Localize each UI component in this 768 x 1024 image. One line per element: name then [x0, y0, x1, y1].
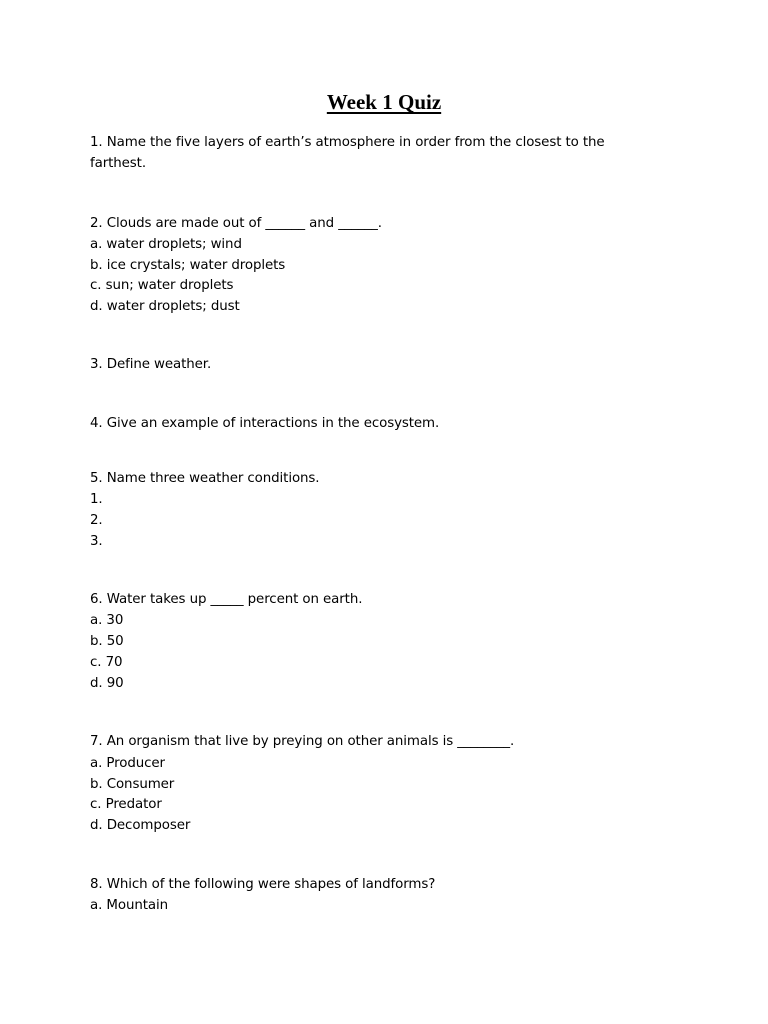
question-5-prompt: 5. Name three weather conditions. [90, 471, 320, 486]
question-7-option-c: c. Predator [90, 797, 162, 812]
question-7-option-d: d. Decomposer [90, 818, 191, 833]
question-6-option-a: a. 30 [90, 613, 124, 628]
question-6-prompt: 6. Water takes up _____ percent on earth. [90, 592, 363, 607]
question-2-option-c: c. sun; water droplets [90, 278, 234, 293]
question-7-prompt: 7. An organism that live by preying on other animals is ________. [90, 734, 515, 749]
question-8-option-a: a. Mountain [90, 898, 169, 913]
question-6-option-b: b. 50 [90, 634, 124, 649]
question-6-option-d: d. 90 [90, 676, 124, 691]
question-2-option-a: a. water droplets; wind [90, 237, 242, 252]
question-1-prompt-line-1: 1. Name the five layers of earth’s atmosphere in order from the closest to the [90, 135, 605, 150]
question-8-prompt: 8. Which of the following were shapes of landforms? [90, 877, 436, 892]
question-7-option-a: a. Producer [90, 756, 165, 771]
question-1-prompt-line-2: farthest. [90, 156, 146, 171]
question-6-option-c: c. 70 [90, 655, 123, 670]
question-5-answer-1: 1. [90, 492, 103, 507]
page-title [0, 90, 768, 115]
question-2-option-b: b. ice crystals; water droplets [90, 258, 286, 273]
question-2-option-d: d. water droplets; dust [90, 299, 240, 314]
question-2-prompt: 2. Clouds are made out of ______ and ______. [90, 216, 382, 231]
question-4-prompt: 4. Give an example of interactions in the ecosystem. [90, 416, 440, 431]
question-3-prompt: 3. Define weather. [90, 357, 212, 372]
question-5-answer-2: 2. [90, 513, 103, 528]
page-title-text: Week 1 Quiz [326, 90, 442, 114]
question-5-answer-3: 3. [90, 534, 103, 549]
question-7-option-b: b. Consumer [90, 777, 175, 792]
